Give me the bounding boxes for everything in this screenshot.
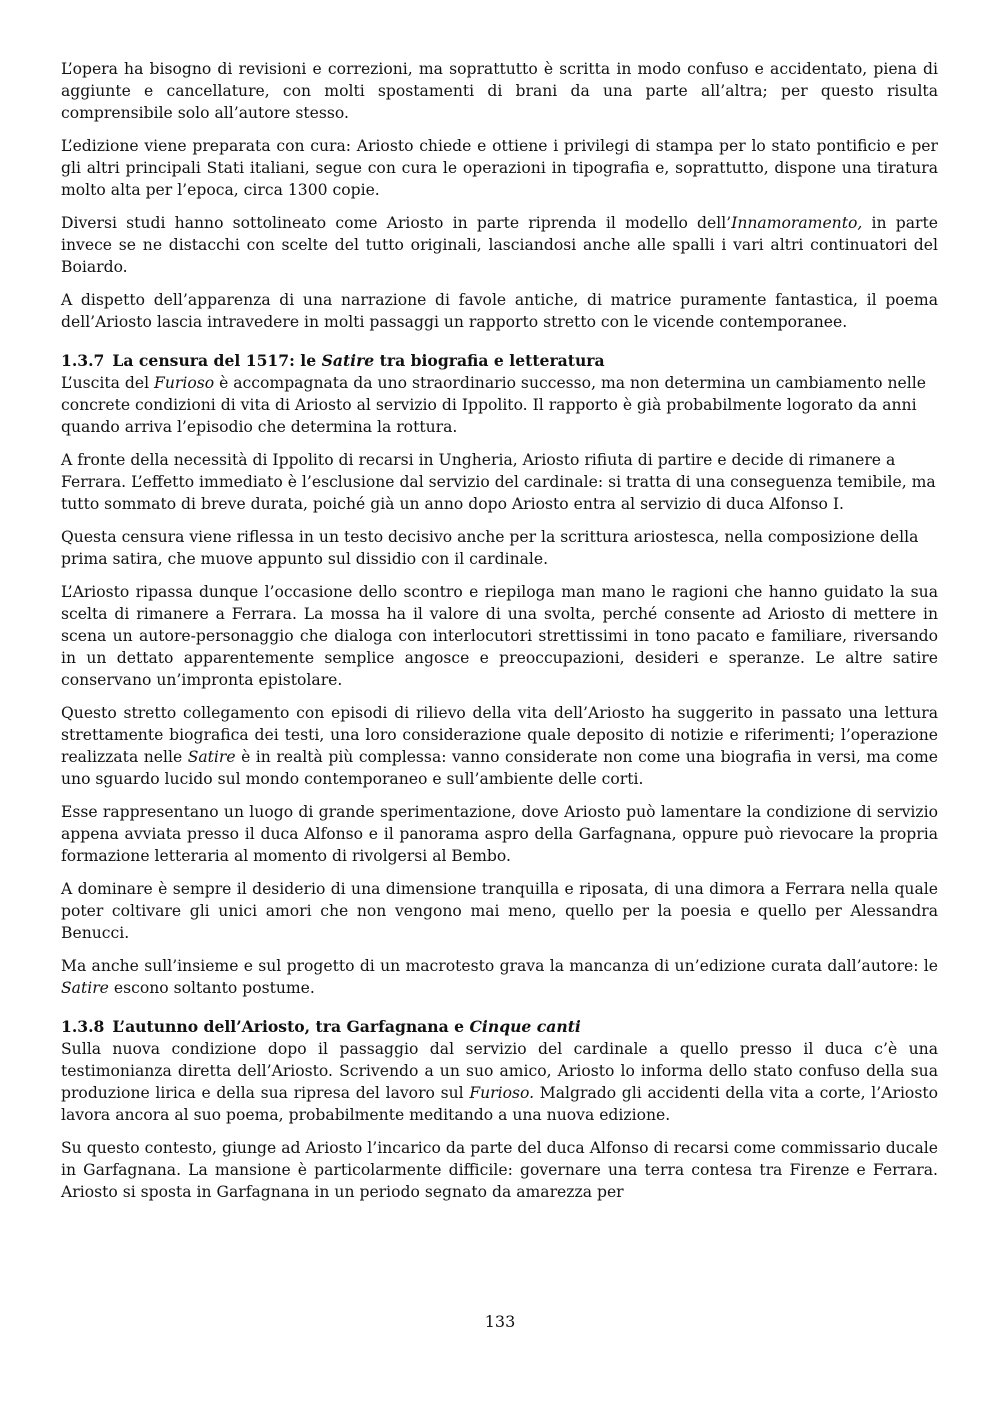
paragraph-sperimentazione: Esse rappresentano un luogo di grande sperimentazione, dove Ariosto può lamentare la condizione di servizio appena avviata presso il duca Alfonso e il panorama aspro della Garfagnana, oppure può rievocare la propria formazione letteraria al momento di rivolgersi al Bembo. [61, 803, 938, 865]
section-number: 1.3.8 [61, 1017, 105, 1036]
paragraph-biografica: Questo stretto collegamento con episodi di rilievo della vita dell’Ariosto ha suggerito in passato una lettura strettamente biografica dei testi, una loro considerazione quale deposito di notizie e riferimenti; l’operazione realizzata nelle Satire è in realtà più complessa: vanno considerate non come una biografia in versi, ma come uno sguardo lucido sul mondo contemporaneo e sull’ambiente delle corti. [61, 704, 938, 788]
paragraph-prima-satira: Questa censura viene riflessa in un testo decisivo anche per la scrittura ariostesca, nella composizione della prima satira, che muove appunto sul dissidio con il cardinale. [61, 528, 919, 568]
paragraph-dimora: A dominare è sempre il desiderio di una dimensione tranquilla e riposata, di una dimora a Ferrara nella quale poter coltivare gli unici amori che non vengono mai meno, quello per la poesia e quello per Alessandra Benucci. [61, 880, 938, 942]
paragraph-nuova-condizione: Sulla nuova condizione dopo il passaggio dal servizio del cardinale a quello presso il duca c’è una testimonianza diretta dell’Ariosto. Scrivendo a un suo amico, Ariosto lo informa dello stato confuso della sua produzione lirica e della sua ripresa del lavoro sul Furioso. Malgrado gli accidenti della vita a corte, l’Ariosto lavora ancora al suo poema, probabilmente meditando a una nuova edizione. [61, 1040, 938, 1124]
page-number: 133 [484, 1312, 516, 1331]
section-number: 1.3.7 [61, 351, 105, 370]
paragraph-ungheria: A fronte della necessità di Ippolito di recarsi in Ungheria, Ariosto rifiuta di partire e decide di rimanere a Ferrara. L’effetto immediato è l’esclusione dal servizio del cardinale: si tratta di una conseguenza temibile, ma tutto sommato di breve durata, poiché già un anno dopo Ariosto entra al servizio di duca Alfonso I. [61, 451, 936, 513]
paragraph-innamoramento: Diversi studi hanno sottolineato come Ariosto in parte riprenda il modello dell’Innamoramento, in parte invece se ne distacchi con scelte del tutto originali, lasciandosi anche alle spalli i vari altri continuatori del Boiardo. [61, 214, 938, 276]
paragraph-uscita-furioso: L’uscita del Furioso è accompagnata da uno straordinario successo, ma non determina un cambiamento nelle concrete condizioni di vita di Ariosto al servizio di Ippolito. Il rapporto è già probabilmente logorato da anni quando arriva l’episodio che determina la rottura. [61, 374, 926, 436]
page-body [61, 58, 938, 1214]
paragraph-favole: A dispetto dell’apparenza di una narrazione di favole antiche, di matrice puramente fantastica, il poema dell’Ariosto lascia intravedere in molti passaggi un rapporto stretto con le vicende contemporanee. [61, 291, 938, 331]
paragraph-garfagnana: Su questo contesto, giunge ad Ariosto l’incarico da parte del duca Alfonso di recarsi come commissario ducale in Garfagnana. La mansione è particolarmente difficile: governare una terra contesa tra Firenze e Ferrara. Ariosto si sposta in Garfagnana in un periodo segnato da amarezza per [61, 1139, 938, 1201]
paragraph-revisioni: L’opera ha bisogno di revisioni e correzioni, ma soprattutto è scritta in modo confuso e accidentato, piena di aggiunte e cancellature, con molti spostamenti di brani da una parte all’altra; per questo risulta comprensibile solo all’autore stesso. [61, 60, 938, 122]
section-heading-censura: 1.3.7 La censura del 1517: le Satire tra biografia e letteratura [61, 351, 605, 370]
section-heading-autunno: 1.3.8 L’autunno dell’Ariosto, tra Garfagnana e Cinque canti [61, 1017, 581, 1036]
paragraph-scontro: L’Ariosto ripassa dunque l’occasione dello scontro e riepiloga man mano le ragioni che hanno guidato la sua scelta di rimanere a Ferrara. La mossa ha il valore di una svolta, perché consente ad Ariosto di mettere in scena un autore-personaggio che dialoga con interlocutori strettissimi in tono pacato e familiare, riversando in un dettato apparentemente semplice angosce e preoccupazioni, desideri e speranze. Le altre satire conservano un’impronta epistolare. [61, 583, 938, 689]
paragraph-edizione: L’edizione viene preparata con cura: Ariosto chiede e ottiene i privilegi di stampa per lo stato pontificio e per gli altri principali Stati italiani, segue con cura le operazioni in tipografia e, soprattutto, dispone una tiratura molto alta per l’epoca, circa 1300 copie. [61, 137, 938, 199]
paragraph-macrotesto: Ma anche sull’insieme e sul progetto di un macrotesto grava la mancanza di un’edizione curata dall’autore: le Satire escono soltanto postume. [61, 957, 938, 997]
